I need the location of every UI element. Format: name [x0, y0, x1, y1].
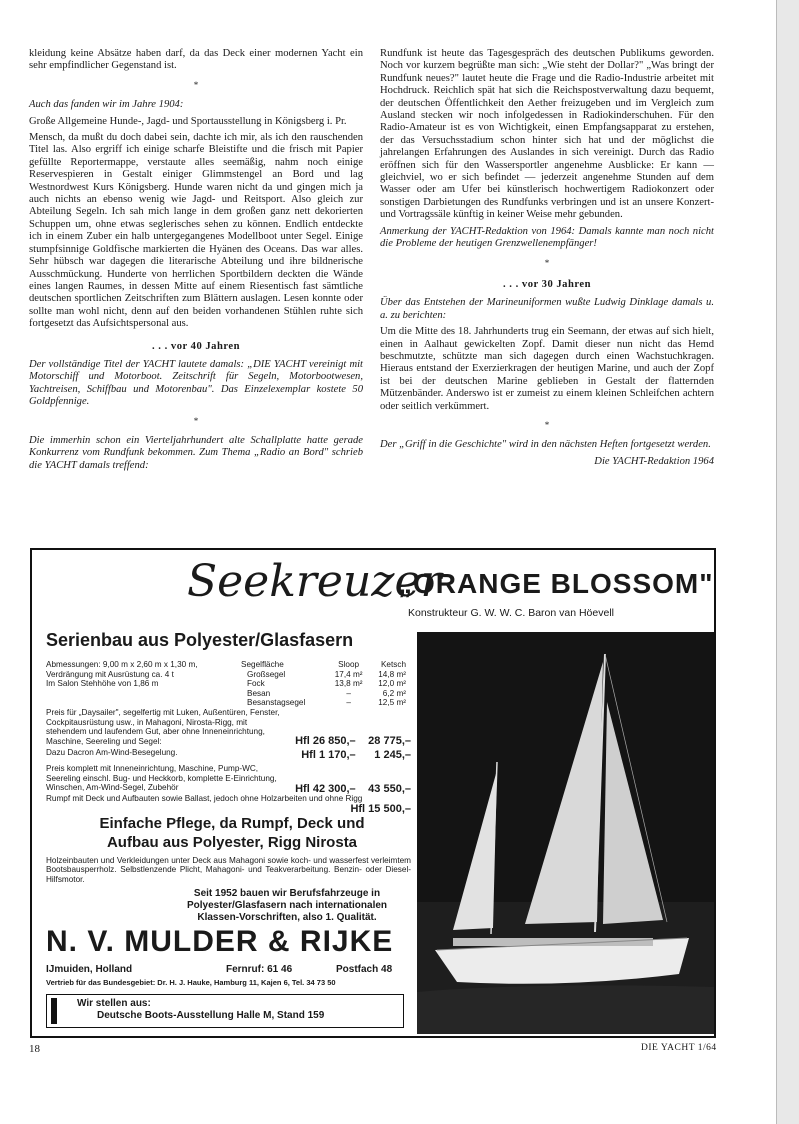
sailboat-photo [417, 632, 714, 1034]
spec-head: Segelfläche [241, 660, 284, 669]
ad-headline: Serienbau aus Polyester/Glasfasern [46, 630, 354, 650]
spec-head: Sloop [338, 660, 360, 669]
price-daysailer: Preis für „Daysailer", segelfertig mit Luken, Außentüren, Fenster, Cockpitausrüstung usw., in Mahagoni, Nirosta-Rigg, mit stehendem und laufendem Gut, aber ohne Inneneinrichtung, Maschine, Seereling und Segel: Hfl 26 850,– 28 775,– [46, 708, 411, 747]
ad-since: Seit 1952 bauen wir Berufsfahrzeuge in Polyester/Glasfasern nach internationalen Klassen-Vorschriften, also 1. Qualität. [186, 888, 388, 923]
separator-star: * [193, 79, 199, 90]
paragraph: Der vollständige Titel der YACHT lautete damals: „DIE YACHT vereinigt mit Motorschiff und Motorboot. Zeitschrift für Segeln, Motorbootwesen, Yachtreisen, Schiffbau und Motorenbau". Das Einzelexemplar kostete 50 Goldpfennige. [29, 358, 363, 408]
paragraph: Die immerhin schon ein Vierteljahrhundert alte Schallplatte hatte gerade Konkurrenz vom Rundfunk bekommen. Zum Thema „Radio an Bord" schrieb die YACHT damals treffend: [29, 434, 363, 471]
event-title: Große Allgemeine Hunde-, Jagd- und Sportausstellung in Königsberg i. Pr. [29, 115, 347, 127]
price-sails: Dazu Dacron Am-Wind-Besegelung. Hfl 1 170,– 1 245,– [46, 748, 411, 761]
spec-head: Ketsch [380, 660, 406, 669]
section-heading-40: . . . vor 40 Jahren [152, 340, 240, 352]
spec-row: Besan – 6,2 m² [247, 688, 406, 698]
separator-star: * [544, 419, 550, 430]
intro-30: Über das Entstehen der Marineuniformen wußte Ludwig Dinklage damals u. a. zu berichten: [380, 297, 714, 321]
section-heading-30: . . . vor 30 Jahren [503, 278, 591, 290]
paragraph: Rundfunk ist heute das Tagesgespräch des deutschen Publikums geworden. Noch vor kurzem begrüßte man sich: „Wie steht der Dollar?" „Was bringt der Rundfunk neues?" lautet heute die Frage und die Radio-Industrie arbeitet mit Hochdruck. Reichlich spät hat sich die Reichspostverwaltung dazu bequemt, der deutschen Öffentlichkeit den Aether freizugeben und im Vergleich zum Ausland stecken wir noch infolgedessen in Radiokinderschuhen. Für den Radio-Amateur ist es von Wichtigkeit, einen Empfangsapparat zu erstehen, der das Versuchsstadium schon hinter sich hat und der möglichst die jahrelangen Erfahrungen des Auslandes in sich vereinigt. Durch das Radio eröffnen sich für den Wassersportler angenehme Ausblicke: Er kann — gleichviel, wo er sich befindet — jederzeit angenehme Stunden auf dem Wasser oder am Ufer bei künstlerisch hochwertigem Radiokonzert oder sonstigen Darbietungen des Rundfunks verbringen und ist an unsere Konzert- und Vortragssäle künftig in keiner Weise mehr gebunden. [380, 48, 714, 221]
ad-title-script: Seekreuzer [187, 556, 442, 607]
separator-star: * [544, 257, 550, 268]
editor-note: Anmerkung der YACHT-Redaktion von 1964: Damals kannte man noch nicht die Probleme der heutigen Grenzwellenempfänger! [380, 225, 714, 250]
spec-row: Großsegel 17,4 m² 14,8 m² [247, 669, 406, 679]
company-name: N. V. MULDER & RIJKE [46, 925, 394, 958]
advertisement: Seekreuzer „ORANGE BLOSSOM" Konstrukteur G. W. W. C. Baron van Höevell Serienbau aus Polyester/Glasfasern Abmessungen: 9,00 m x 2,60 m x 1,30 m, Verdrängung mit Ausrüstung ca. 4 t Im Salon Stehhöhe von 1,86 m Segelfläche Sloop Ketsch Großsegel 17,4 m² 14,8 m² Fock 13,8 m² 12,0 m² Besan – 6,2 m² Besanstagsegel – 12,5 m² Preis für „Daysailer", segelfertig mit Luken, Außentüren, Fenster, Cockpitausrüstung usw., in Mahagoni, Nirosta-Rigg, mit stehendem und laufendem Gut, aber ohne Inneneinrichtung, Maschine, Seereling und Segel: Hfl 26 850,– 28 775,– Dazu Dacron Am-Wind-Besegelung. Hfl 1 170,– 1 245,– Preis komplett mit Inneneinrichtung, Maschine, Pump-WC, Seereling einschl. Bug- und Heckkorb, komplette E-Einrichtung, Winschen, Am-Wind-Segel, Zubehör Hfl 42 300,– 43 550,– Rumpf mit Deck und Aufbauten sowie Ballast, jedoch ohne Holzarbeiten und ohne Rigg Hfl 15 500,– Einfache Pflege, da Rumpf, Deck und Aufbau aus Polyester, Rigg Nirosta Holzeinbauten und Verkleidungen unter Deck aus Mahagoni sowie koch- und wasserfest verleimtem Bootsbausperrholz. Selbstlenzende Plicht, Mahagoni- und Teakverarbeitung. Benzin- oder Diesel-Hilfsmotor. Seit 1952 bauen wir Berufsfahrzeuge in Polyester/Glasfasern nach internationalen Klassen-Vorschriften, also 1. Qualität. N. V. MULDER & RIJKE IJmuiden, Holland Fernruf: 61 46 Postfach 48 Vertrieb für das Bundesgebiet: Dr. H. J. Hauke, Hamburg 11, Kajen 6, Tel. 34 73 50 Wir stellen aus: Deutsche Boots-Ausstellung Halle M, Stand 159 [30, 548, 716, 1038]
signature: Die YACHT-Redaktion 1964 [594, 455, 714, 467]
ad-designer: Konstrukteur G. W. W. C. Baron van Höevell [408, 607, 614, 619]
intro-1904: Auch das fanden wir im Jahre 1904: [29, 99, 184, 111]
paragraph: kleidung keine Absätze haben darf, da das Deck einer modernen Yacht ein sehr empfindlicher Gegenstand ist. [29, 48, 363, 72]
price-hull: Rumpf mit Deck und Aufbauten sowie Ballast, jedoch ohne Holzarbeiten und ohne Rigg Hfl 15 500,– [46, 794, 411, 815]
paragraph: Mensch, da mußt du doch dabei sein, dachte ich mir, als ich den rauschenden Titel las. Also ergriff ich einige scharfe Bleistifte und die frisch mit Papier gefüllte Reportermappe, verstaute alles seemäßig, nahm noch einige Reservespieren in Gestalt einiger Glimmstengel an Bord und lag Westnordwest Kurs Königsberg. Hunde waren nicht da und gingen mich ja auch nichts an ebenso wenig wie Jagd- und Reitsport. Also gleich zur Abteilung Segeln. Ich sah mich lange in dem großen ganz nett dekorierten Schuppen um, ohne etwas seglerisches sehen zu können. Endlich entdeckte ich in einem Zuber ein halb untergegangenes Modellboot unter Segel. Einige stumpfsinnige Goldfische markierten die Hyänen des Oceans. Das war alles. Sehr hübsch war dagegen die literarische Abteilung und ihre bildnerische Ausschmückung. Hunderte von herrlichen Sportbildern deckten die Wände eines langen Raumes, in dessen Mitte auf einem Riesentisch fast sämtliche deutschen sportlichen Zeitschriften zum Blättern auslagen. Lesen konnte oder sollte man wohl nicht, denn auf den beiden vorhandenen Stühlen ruhte sich fortgesetzt das Aufsichtspersonal aus. [29, 132, 363, 330]
spec-row: Fock 13,8 m² 12,0 m² [247, 679, 406, 689]
exhibition-box: Wir stellen aus: Deutsche Boots-Ausstellung Halle M, Stand 159 [46, 994, 404, 1028]
spec-block [46, 660, 406, 708]
page-edge [776, 0, 799, 1124]
separator-star: * [193, 415, 199, 426]
outro: Der „Griff in die Geschichte" wird in den nächsten Heften fortgesetzt werden. [380, 439, 711, 451]
ad-feature: Einfache Pflege, da Rumpf, Deck und Aufbau aus Polyester, Rigg Nirosta [99, 815, 365, 851]
ad-title-name: „ORANGE BLOSSOM" [398, 568, 714, 599]
magazine-footer: DIE YACHT 1/64 [641, 1043, 717, 1053]
sailboat-image [417, 632, 714, 1034]
distribution-note: Vertrieb für das Bundesgebiet: Dr. H. J. Hauke, Hamburg 11, Kajen 6, Tel. 34 73 50 [46, 978, 336, 987]
right-column [380, 48, 714, 472]
spec-dimensions: Abmessungen: 9,00 m x 2,60 m x 1,30 m, Verdrängung mit Ausrüstung ca. 4 t Im Salon Stehhöhe von 1,86 m [46, 660, 198, 689]
ad-details: Holzeinbauten und Verkleidungen unter Deck aus Mahagoni sowie koch- und wasserfest verleimtem Bootsbausperrholz. Selbstlenzende Plicht, Mahagoni- und Teakverarbeitung. Benzin- oder Diesel-Hilfsmotor. [46, 856, 411, 884]
price-complete: Preis komplett mit Inneneinrichtung, Maschine, Pump-WC, Seereling einschl. Bug- und Heckkorb, komplette E-Einrichtung, Winschen, Am-Wind-Segel, Zubehör Hfl 42 300,– 43 550,– [46, 764, 411, 795]
page-number: 18 [29, 1043, 40, 1055]
left-column [29, 48, 363, 476]
paragraph: Um die Mitte des 18. Jahrhunderts trug ein Seemann, der etwas auf sich hielt, einen in Aalhaut gewickelten Zopf. Damit dieser nun nicht das Hemd beschmutzte, schützte man sich dagegen durch einen Wachstuchkragen. Hieraus entstand der Exerzierkragen der heutigen Marine, und auch der Zopf ist bei der deutschen Marine geblieben in Gestalt der flatternden Mützenbänder. Anderswo ist er zumeist zu einem kleinen Schleifchen achtern oder seitlich verkümmert. [380, 326, 714, 412]
spec-row: Besanstagsegel – 12,5 m² [247, 698, 406, 708]
